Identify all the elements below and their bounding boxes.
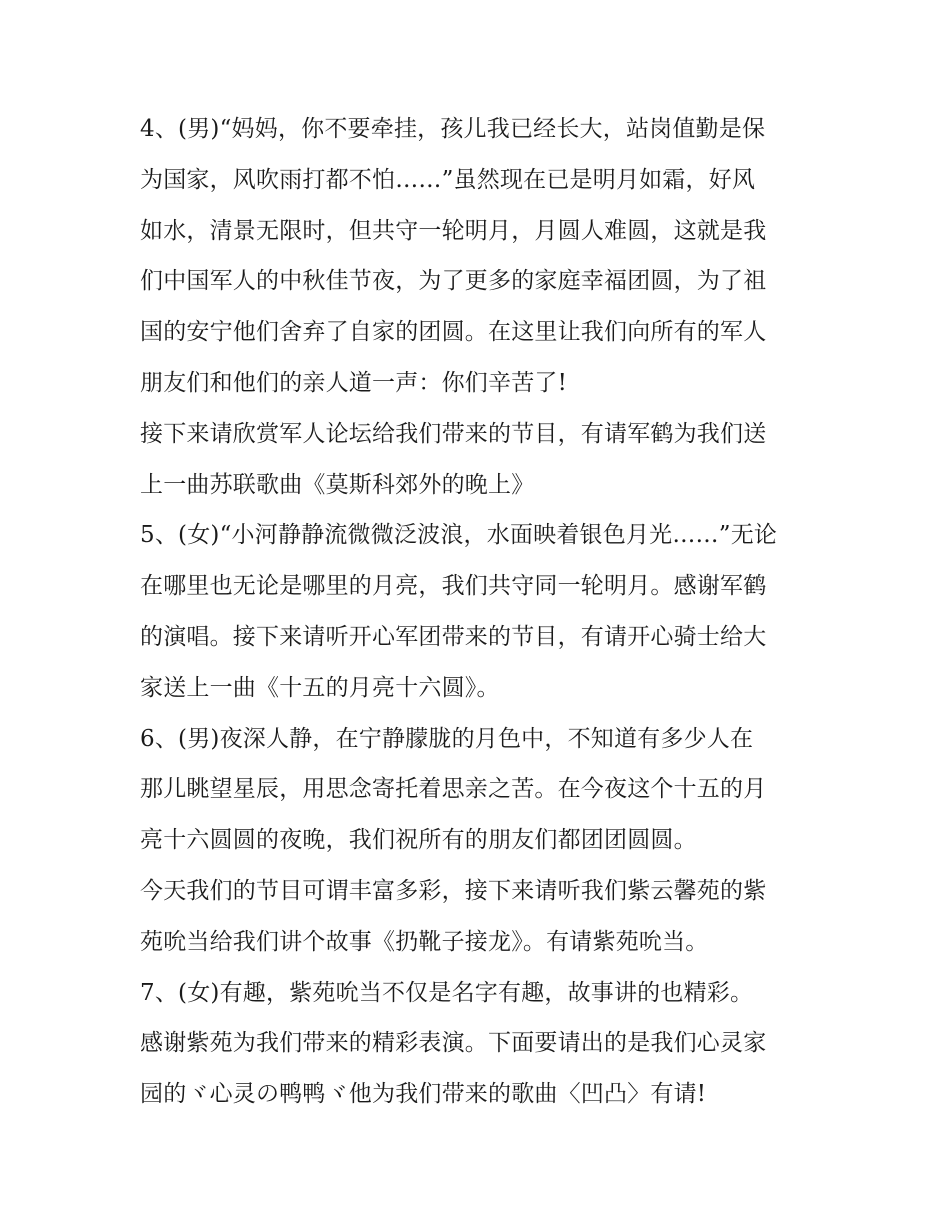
text-line: 7、(女)有趣，紫苑吮当不仅是名字有趣，故事讲的也精彩。: [140, 979, 754, 1006]
text-line: 在哪里也无论是哪里的月亮，我们共守同一轮明月。感谢军鹤: [140, 573, 767, 600]
text-line: 园的ヾ心灵の鸭鸭ヾ他为我们带来的歌曲〈凹凸〉有请!: [140, 1081, 707, 1108]
text-line: 今天我们的节目可谓丰富多彩，接下来请听我们紫云馨苑的紫: [140, 877, 767, 904]
text-line: 接下来请欣赏军人论坛给我们带来的节目，有请军鹤为我们送: [140, 420, 767, 447]
text-line: 苑吮当给我们讲个故事《扔靴子接龙》。有请紫苑吮当。: [140, 928, 709, 955]
text-line: 5、(女)“小河静静流微微泛波浪，水面映着银色月光……”无论: [140, 522, 778, 549]
text-line: 4、(男)“妈妈，你不要牵挂，孩儿我已经长大，站岗值勤是保: [140, 116, 766, 142]
text-line: 亮十六圆圆的夜晚，我们祝所有的朋友们都团团圆圆。: [140, 827, 697, 854]
text-line: 那儿眺望星辰，用思念寄托着思亲之苦。在今夜这个十五的月: [140, 776, 767, 803]
text-line: 感谢紫苑为我们带来的精彩表演。下面要请出的是我们心灵家: [140, 1030, 767, 1057]
text-line: 6、(男)夜深人静，在宁静朦胧的月色中，不知道有多少人在: [140, 725, 754, 752]
text-line: 家送上一曲《十五的月亮十六圆》。: [140, 674, 500, 701]
text-line: 如水，清景无限时，但共守一轮明月，月圆人难圆，这就是我: [140, 217, 767, 244]
document-body: [140, 104, 820, 1120]
text-line: 的演唱。接下来请听开心军团带来的节目，有请开心骑士给大: [140, 623, 767, 650]
text-line: 上一曲苏联歌曲《莫斯科郊外的晚上》: [140, 471, 535, 498]
text-line: 为国家，风吹雨打都不怕……”虽然现在已是明月如霜，好风: [140, 166, 756, 193]
text-line: 国的安宁他们舍弃了自家的团圆。在这里让我们向所有的军人: [140, 319, 767, 346]
text-line: 朋友们和他们的亲人道一声：你们辛苦了!: [140, 369, 568, 396]
text-line: 们中国军人的中秋佳节夜，为了更多的家庭幸福团圆，为了祖: [140, 268, 767, 295]
